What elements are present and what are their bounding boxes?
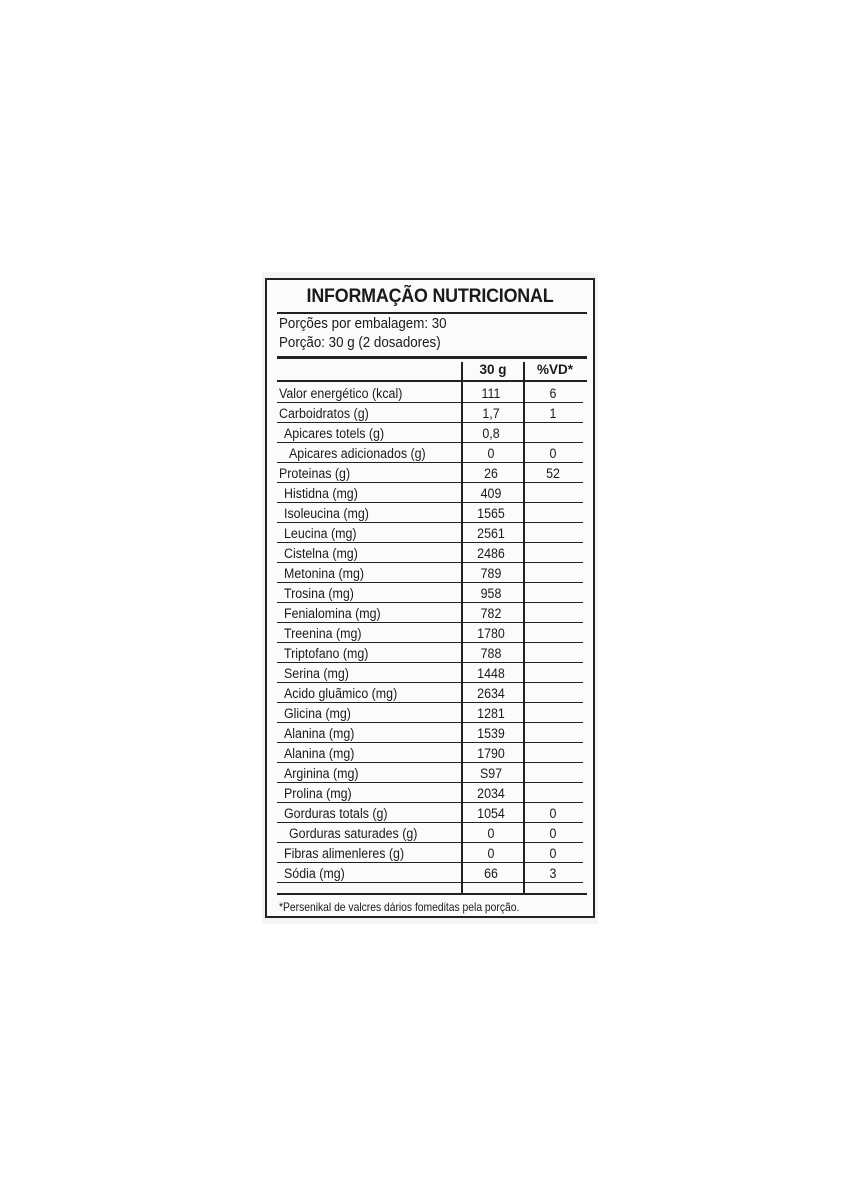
nutrient-amount: 0 xyxy=(487,846,495,861)
nutrient-amount: 26 xyxy=(484,466,498,481)
nutrient-amount: 66 xyxy=(484,866,498,881)
nutrient-name: Carboidratos (g) xyxy=(279,406,369,421)
nutrient-name: Trosina (mg) xyxy=(284,586,354,601)
column-header-amount: 30 g xyxy=(479,362,507,377)
nutrient-dv: 0 xyxy=(549,826,557,841)
nutrient-name: Leucina (mg) xyxy=(284,526,357,541)
nutrient-name: Gorduras totals (g) xyxy=(284,806,388,821)
nutrient-amount: 789 xyxy=(480,566,502,581)
nutrient-amount: 2486 xyxy=(477,546,505,561)
nutrient-name: Isoleucina (mg) xyxy=(284,506,369,521)
bottom-divider xyxy=(277,893,587,895)
nutrient-amount: 1565 xyxy=(477,506,505,521)
nutrient-amount: 2634 xyxy=(477,686,505,701)
nutrient-name: Histidna (mg) xyxy=(284,486,358,501)
nutrient-name: Metonina (mg) xyxy=(284,566,365,581)
nutrient-name: Sódia (mg) xyxy=(284,866,345,881)
nutrient-row xyxy=(277,782,583,803)
nutrient-amount: 1780 xyxy=(477,626,505,641)
nutrient-row xyxy=(277,662,583,683)
nutrient-row xyxy=(277,602,583,623)
nutrient-amount: 0 xyxy=(487,446,495,461)
nutrient-amount: 1054 xyxy=(477,806,505,821)
nutrient-row xyxy=(277,582,583,603)
nutrient-row xyxy=(277,802,583,823)
nutrient-dv: 0 xyxy=(549,846,557,861)
nutrient-row xyxy=(277,522,583,543)
nutrient-row xyxy=(277,622,583,643)
nutrient-amount: 1448 xyxy=(477,666,505,681)
label-title: INFORMAÇÃO NUTRICIONAL xyxy=(306,286,554,307)
nutrient-row xyxy=(277,842,583,863)
nutrient-row xyxy=(277,702,583,723)
nutrient-dv: 6 xyxy=(549,386,557,401)
column-divider-amount xyxy=(461,362,463,894)
serving-size: Porção: 30 g (2 dosadores) xyxy=(279,335,441,351)
nutrient-dv: 0 xyxy=(549,446,557,461)
nutrient-amount: 782 xyxy=(480,606,502,621)
nutrient-name: Triptofano (mg) xyxy=(284,646,369,661)
nutrient-amount: 409 xyxy=(480,486,502,501)
nutrient-name: Alanina (mg) xyxy=(284,726,355,741)
nutrient-name: Apicares totels (g) xyxy=(284,426,385,441)
nutrient-row xyxy=(277,402,583,423)
title-divider xyxy=(277,312,587,314)
nutrient-name: Cistelna (mg) xyxy=(284,546,358,561)
nutrient-name: Fibras alimenleres (g) xyxy=(284,846,405,861)
nutrient-name: Gorduras saturades (g) xyxy=(289,826,418,841)
nutrient-name: Arginina (mg) xyxy=(284,766,359,781)
nutrient-name: Proteinas (g) xyxy=(279,466,351,481)
nutrient-amount: 0,8 xyxy=(482,426,500,441)
nutrient-name: Apicares adicionados (g) xyxy=(289,446,426,461)
nutrient-name: Alanina (mg) xyxy=(284,746,355,761)
nutrient-amount: 958 xyxy=(480,586,502,601)
nutrient-row xyxy=(277,822,583,843)
nutrient-row xyxy=(277,562,583,583)
nutrient-row xyxy=(277,722,583,743)
nutrient-name: Valor energético (kcal) xyxy=(279,386,403,401)
nutrient-dv: 3 xyxy=(549,866,557,881)
nutrient-amount: 1,7 xyxy=(482,406,500,421)
nutrient-amount: 111 xyxy=(481,386,501,401)
nutrient-amount: 1281 xyxy=(477,706,505,721)
nutrient-dv: 1 xyxy=(549,406,557,421)
nutrient-row xyxy=(277,462,583,483)
nutrient-name: Treenina (mg) xyxy=(284,626,362,641)
nutrient-amount: 2034 xyxy=(477,786,505,801)
nutrient-row xyxy=(277,382,583,403)
nutrient-row xyxy=(277,502,583,523)
nutrient-name: Prolina (mg) xyxy=(284,786,352,801)
nutrient-name: Serina (mg) xyxy=(284,666,349,681)
nutrient-row xyxy=(277,762,583,783)
nutrient-amount: S97 xyxy=(479,766,503,781)
nutrient-dv: 52 xyxy=(546,466,560,481)
header-divider xyxy=(277,356,587,359)
nutrient-row xyxy=(277,742,583,763)
nutrient-name: Fenialomina (mg) xyxy=(284,606,381,621)
nutrient-amount: 2561 xyxy=(477,526,505,541)
nutrition-facts-panel xyxy=(265,278,595,918)
nutrient-row xyxy=(277,642,583,663)
nutrient-name: Glicina (mg) xyxy=(284,706,351,721)
nutrient-row xyxy=(277,542,583,563)
nutrient-row xyxy=(277,482,583,503)
nutrient-dv: 0 xyxy=(549,806,557,821)
nutrient-row xyxy=(277,862,583,883)
nutrient-amount: 788 xyxy=(480,646,502,661)
column-header-dv: %VD* xyxy=(536,362,573,377)
footnote: *Persenikal de valcres dários fomeditas pela porção. xyxy=(279,900,520,914)
nutrient-amount: 1539 xyxy=(477,726,505,741)
servings-per-package: Porções por embalagem: 30 xyxy=(279,316,447,332)
nutrient-amount: 0 xyxy=(487,826,495,841)
nutrient-name: Acido gluãmico (mg) xyxy=(284,686,398,701)
nutrient-amount: 1790 xyxy=(477,746,505,761)
nutrient-row xyxy=(277,682,583,703)
column-divider-dv xyxy=(523,362,525,894)
nutrient-row xyxy=(277,442,583,463)
nutrient-row xyxy=(277,422,583,443)
